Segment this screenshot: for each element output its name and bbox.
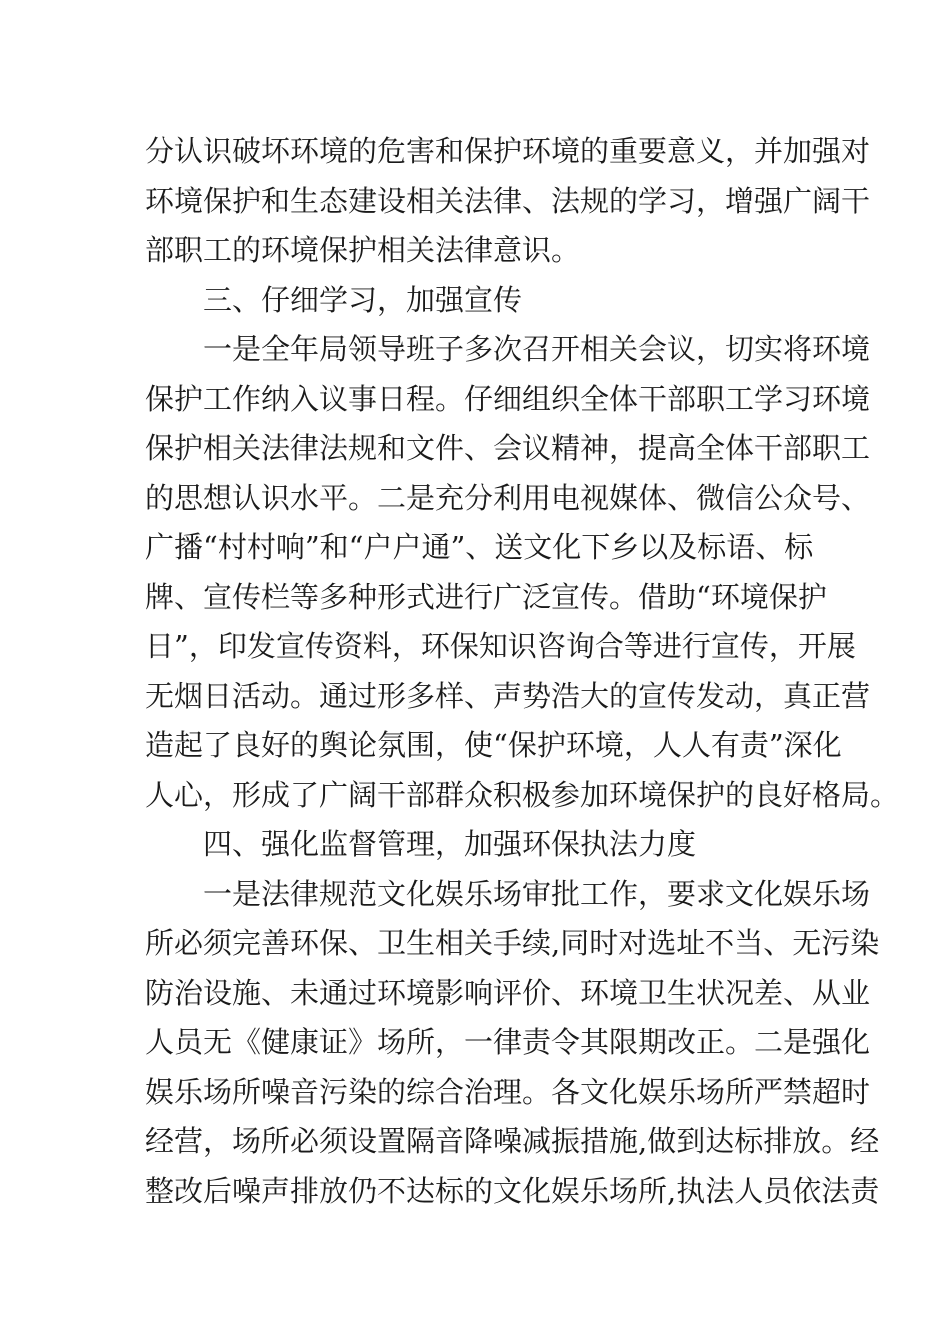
text-line: 人员无《健康证》场所，一律责令其限期改正。二是强化: [145, 1025, 871, 1059]
text-line: 防治设施、未通过环境影响评价、环境卫生状况差、从业: [145, 975, 871, 1010]
text-line: 部职工的环境保护相关法律意识。: [145, 233, 581, 267]
body-text: [145, 127, 900, 1216]
text-line: 人心，形成了广阔干部群众积极参加环境保护的良好格局。: [145, 777, 900, 812]
text-line: 整改后噪声排放仍不达标的文化娱乐场所,执法人员依法责: [145, 1173, 880, 1208]
section-heading: 三、仔细学习，加强宣传: [203, 282, 523, 317]
text-line: 无烟日活动。通过形多样、声势浩大的宣传发动，真正营: [145, 678, 871, 713]
section-heading: 四、强化监督管理，加强环保执法力度: [203, 827, 697, 861]
text-line: 广播“村村响”和“户户通”、送文化下乡以及标语、标: [145, 530, 814, 564]
text-line: 保护工作纳入议事日程。仔细组织全体干部职工学习环境: [145, 381, 871, 416]
text-line: 造起了良好的舆论氛围，使“保护环境，人人有责”深化: [145, 728, 842, 762]
text-line: 一是全年局领导班子多次召开相关会议，切实将环境: [203, 332, 871, 366]
text-line: 娱乐场所噪音污染的综合治理。各文化娱乐场所严禁超时: [145, 1074, 871, 1109]
text-line: 的思想认识水平。二是充分利用电视媒体、微信公众号、: [145, 480, 871, 515]
text-line: 所必须完善环保、卫生相关手续,同时对选址不当、无污染: [145, 926, 880, 960]
text-line: 日”，印发宣传资料，环保知识咨询合等进行宣传，开展: [145, 629, 856, 663]
text-line: 保护相关法律法规和文件、会议精神，提高全体干部职工: [145, 431, 871, 465]
text-line: 牌、宣传栏等多种形式进行广泛宣传。借助“环境保护: [145, 579, 827, 614]
text-line: 一是法律规范文化娱乐场审批工作，要求文化娱乐场: [203, 876, 871, 911]
text-line: 环境保护和生态建设相关法律、法规的学习，增强广阔干: [145, 183, 871, 218]
text-line: 分认识破坏环境的危害和保护环境的重要意义，并加强对: [145, 134, 871, 168]
text-line: 经营，场所必须设置隔音降噪减振措施,做到达标排放。经: [145, 1124, 880, 1158]
